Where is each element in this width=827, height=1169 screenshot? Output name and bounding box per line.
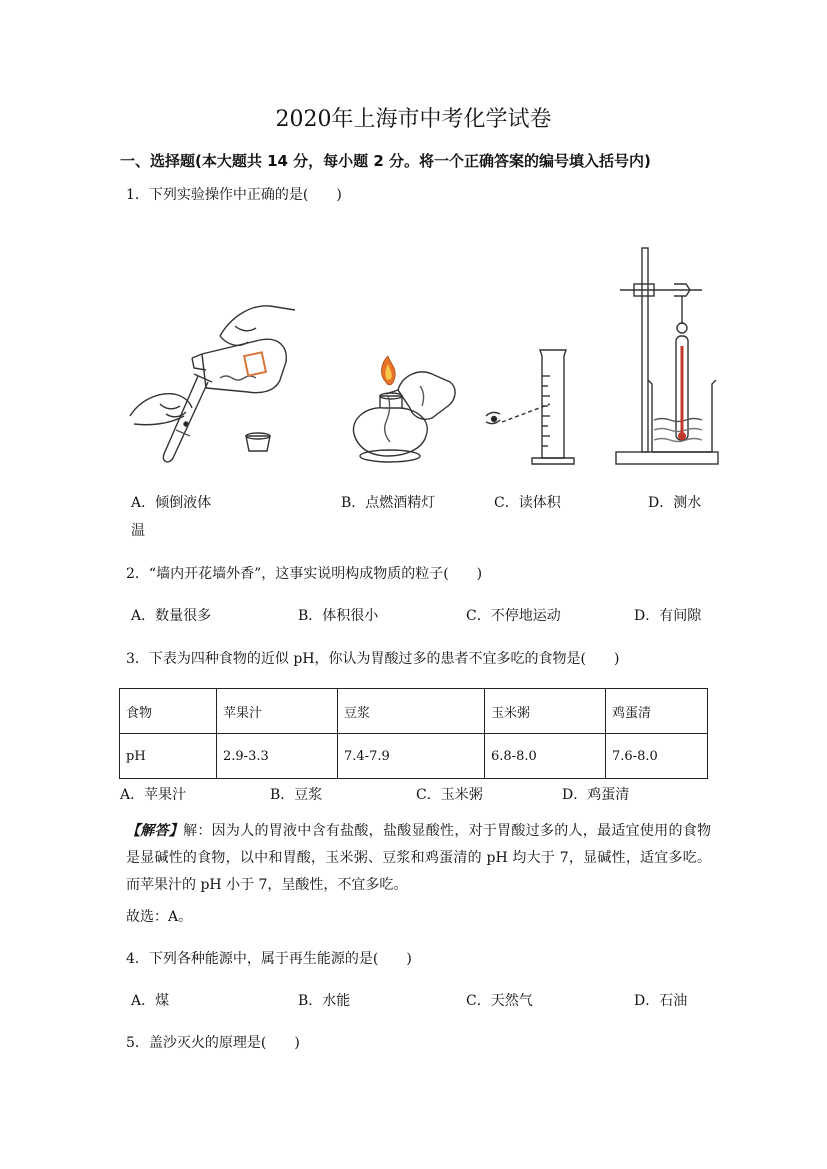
table-cell: 6.8-8.0 (485, 734, 606, 779)
q3-answer-choice: 故选：A。 (126, 909, 193, 925)
q4-option-d[interactable]: D．石油 (634, 993, 688, 1009)
section-header: 一、选择题(本大题共 14 分，每小题 2 分。将一个正确答案的编号填入括号内) (120, 152, 651, 170)
q3-option-c[interactable]: C．玉米粥 (416, 787, 483, 803)
question-3-stem: 3．下表为四种食物的近似 pH，你认为胃酸过多的患者不宜多吃的食物是( ) (126, 651, 620, 667)
ph-table (119, 688, 708, 779)
q1-option-a[interactable]: A．倾倒液体 (131, 495, 212, 511)
q2-option-c[interactable]: C．不停地运动 (466, 608, 561, 624)
q2-option-b[interactable]: B．体积很小 (298, 608, 379, 624)
table-cell: 7.6-8.0 (606, 734, 708, 779)
question-5-stem: 5．盖沙灭火的原理是( ) (126, 1035, 300, 1051)
alcohol-lamp-figure (340, 356, 460, 468)
page-title: 2020年上海市中考化学试卷 (275, 107, 552, 132)
q3-answer-explanation (126, 818, 711, 899)
table-cell: 豆浆 (338, 689, 485, 734)
table-cell: 玉米粥 (485, 689, 606, 734)
question-1-stem: 1．下列实验操作中正确的是( ) (126, 187, 342, 203)
question-2-stem: 2．“墙内开花墙外香”，这事实说明构成物质的粒子( ) (126, 566, 483, 582)
answer-text: 解：因为人的胃液中含有盐酸，盐酸显酸性，对于胃酸过多的人，最适宜使用的食物是显碱性的食物，以中和胃酸，玉米粥、豆浆和鸡蛋清的 pH 均大于 7，显碱性，适宜多吃。而苹果汁的 pH 小于 7，呈酸性，不宜多吃。 (126, 823, 712, 893)
pouring-liquid-figure (120, 296, 320, 466)
q3-option-b[interactable]: B．豆浆 (270, 787, 323, 803)
question-4-stem: 4．下列各种能源中，属于再生能源的是( ) (126, 951, 412, 967)
thermometer-figure (612, 246, 722, 468)
answer-tag: 【解答】 (126, 823, 184, 839)
table-cell: 苹果汁 (217, 689, 338, 734)
table-cell: 鸡蛋清 (606, 689, 708, 734)
q1-option-b[interactable]: B．点燃酒精灯 (341, 495, 436, 511)
q4-option-c[interactable]: C．天然气 (466, 993, 533, 1009)
table-cell: 食物 (120, 689, 217, 734)
q2-option-a[interactable]: A．数量很多 (131, 608, 212, 624)
reading-volume-figure (480, 346, 580, 468)
table-row (120, 734, 708, 779)
q1-option-d[interactable]: D．测水 (648, 495, 702, 511)
table-cell: 7.4-7.9 (338, 734, 485, 779)
q4-option-a[interactable]: A．煤 (131, 993, 170, 1009)
table-row (120, 689, 708, 734)
q2-option-d[interactable]: D．有间隙 (634, 608, 702, 624)
q3-option-a[interactable]: A．苹果汁 (120, 787, 187, 803)
table-cell: pH (120, 734, 217, 779)
q1-option-c[interactable]: C．读体积 (494, 495, 561, 511)
q4-option-b[interactable]: B．水能 (298, 993, 351, 1009)
q1-option-d-wrap: 温 (131, 523, 145, 539)
table-cell: 2.9-3.3 (217, 734, 338, 779)
q3-option-d[interactable]: D．鸡蛋清 (562, 787, 630, 803)
